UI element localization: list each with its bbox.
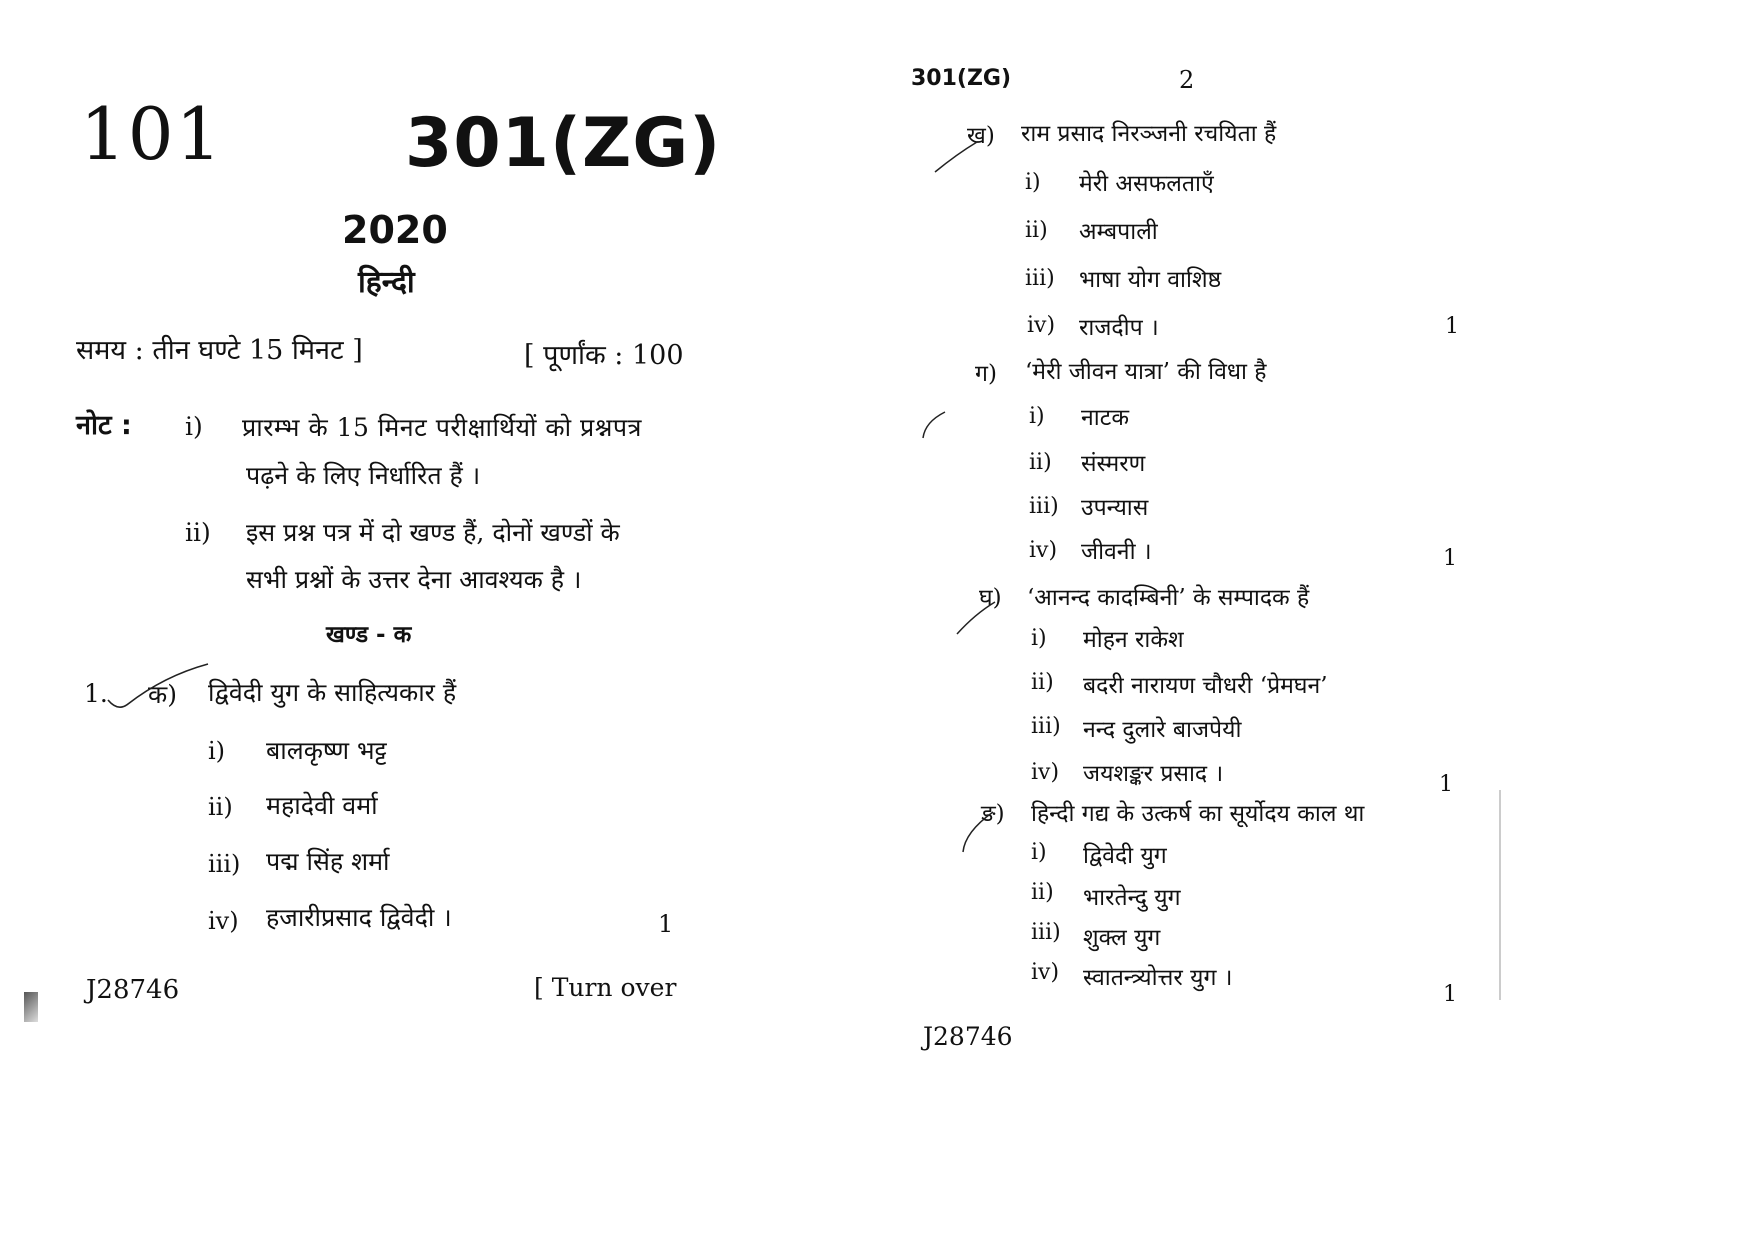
ga-option-2-number: ii) — [1029, 450, 1052, 475]
kha-option-3-number: iii) — [1025, 266, 1055, 291]
kha-option-2-text: अम्बपाली — [1079, 219, 1158, 245]
kha-option-4-text: राजदीप । — [1079, 315, 1159, 341]
nga-option-4-text: स्वातन्त्र्योत्तर युग । — [1083, 965, 1233, 991]
kha-option-1-text: मेरी असफलताएँ — [1079, 171, 1214, 197]
q1-option-1-number: i) — [208, 737, 226, 765]
question-kha-label: ख) — [967, 123, 995, 149]
exam-time: समय : तीन घण्टे 15 मिनट ] — [76, 335, 363, 366]
ga-option-4-number: iv) — [1029, 538, 1058, 563]
exam-year: 2020 — [342, 208, 448, 252]
question-1-number: 1. — [84, 679, 108, 708]
turn-over-note: [ Turn over — [534, 973, 677, 1002]
scan-edge-line — [1499, 790, 1501, 1000]
tick-mark-icon — [953, 600, 1023, 640]
q1-marks: 1 — [658, 910, 674, 938]
question-kha-text: राम प्रसाद निरञ्जनी रचयिता हैं — [1021, 121, 1277, 147]
nga-option-2-number: ii) — [1031, 880, 1054, 905]
nga-option-3-text: शुक्ल युग — [1083, 925, 1161, 951]
right-page — [877, 0, 1754, 1241]
question-gha-text: ‘आनन्द कादम्बिनी’ के सम्पादक हैं — [1027, 585, 1310, 611]
gha-option-4-text: जयशङ्कर प्रसाद । — [1083, 761, 1224, 787]
tick-mark-icon — [959, 808, 1029, 854]
tick-mark-icon — [915, 408, 985, 448]
ga-option-4-text: जीवनी । — [1081, 539, 1152, 565]
nga-option-1-number: i) — [1031, 840, 1047, 865]
gha-option-1-text: मोहन राकेश — [1083, 627, 1184, 653]
subject-title: हिन्दी — [358, 265, 415, 300]
kha-option-4-number: iv) — [1027, 313, 1056, 338]
nga-option-3-number: iii) — [1031, 920, 1061, 945]
gha-option-3-number: iii) — [1031, 714, 1061, 739]
ga-option-2-text: संस्मरण — [1081, 451, 1146, 477]
question-ga-text: ‘मेरी जीवन यात्रा’ की विधा है — [1025, 359, 1267, 385]
note-1-line-1: प्रारम्भ के 15 मिनट परीक्षार्थियों को प्रश्नपत्र — [242, 413, 642, 442]
max-marks: [ पूर्णांक : 100 — [524, 340, 684, 371]
ga-marks: 1 — [1443, 546, 1457, 571]
note-1-number: i) — [185, 412, 203, 441]
nga-option-2-text: भारतेन्दु युग — [1083, 885, 1181, 911]
question-1-sub-label: क) — [148, 680, 177, 709]
q1-option-1-text: बालकृष्ण भट्ट — [266, 736, 387, 765]
gha-option-1-number: i) — [1031, 626, 1047, 651]
ga-option-3-number: iii) — [1029, 494, 1059, 519]
note-label: नोट : — [76, 410, 132, 441]
gha-option-2-text: बदरी नारायण चौधरी ‘प्रेमघन’ — [1083, 673, 1328, 699]
serial-number: 101 — [80, 92, 224, 176]
nga-marks: 1 — [1443, 982, 1457, 1007]
kha-option-2-number: ii) — [1025, 218, 1048, 243]
ga-option-3-text: उपन्यास — [1081, 495, 1149, 521]
kha-option-3-text: भाषा योग वाशिष्ठ — [1079, 267, 1222, 293]
note-1-line-2: पढ़ने के लिए निर्धारित हैं । — [246, 461, 481, 490]
note-2-line-1: इस प्रश्न पत्र में दो खण्ड हैं, दोनों खण्डों के — [246, 518, 620, 547]
note-2-line-2: सभी प्रश्नों के उत्तर देना आवश्यक है । — [246, 565, 582, 594]
gha-option-3-text: नन्द दुलारे बाजपेयी — [1083, 717, 1242, 743]
note-2-number: ii) — [185, 518, 211, 547]
question-nga-label: ङ) — [981, 801, 1005, 827]
paper-code: 301(ZG) — [405, 104, 722, 183]
gha-option-2-number: ii) — [1031, 670, 1054, 695]
left-footer-code: J28746 — [86, 975, 180, 1005]
page-number: 2 — [1179, 66, 1195, 94]
kha-marks: 1 — [1445, 314, 1459, 339]
question-gha-label: घ) — [979, 585, 1002, 611]
q1-option-2-number: ii) — [208, 793, 233, 821]
tick-mark-icon — [104, 660, 214, 720]
section-heading: खण्ड - क — [326, 622, 412, 648]
question-nga-text: हिन्दी गद्य के उत्कर्ष का सूर्योदय काल था — [1031, 801, 1365, 827]
nga-option-4-number: iv) — [1031, 960, 1060, 985]
kha-option-1-number: i) — [1025, 170, 1041, 195]
question-1-text: द्विवेदी युग के साहित्यकार हैं — [208, 678, 457, 707]
nga-option-1-text: द्विवेदी युग — [1083, 843, 1167, 869]
tick-mark-icon — [933, 140, 1003, 180]
right-footer-code: J28746 — [923, 1022, 1013, 1051]
ga-option-1-text: नाटक — [1081, 405, 1129, 431]
right-header-code: 301(ZG) — [911, 66, 1012, 91]
q1-option-3-number: iii) — [208, 850, 241, 878]
q1-option-4-number: iv) — [208, 907, 239, 935]
q1-option-4-text: हजारीप्रसाद द्विवेदी । — [266, 903, 452, 932]
gha-option-4-number: iv) — [1031, 760, 1060, 785]
ga-option-1-number: i) — [1029, 404, 1045, 429]
q1-option-3-text: पद्म सिंह शर्मा — [266, 847, 390, 876]
q1-option-2-text: महादेवी वर्मा — [266, 791, 378, 820]
scan-edge-mark — [24, 992, 38, 1022]
gha-marks: 1 — [1439, 772, 1453, 797]
question-ga-label: ग) — [975, 361, 997, 387]
